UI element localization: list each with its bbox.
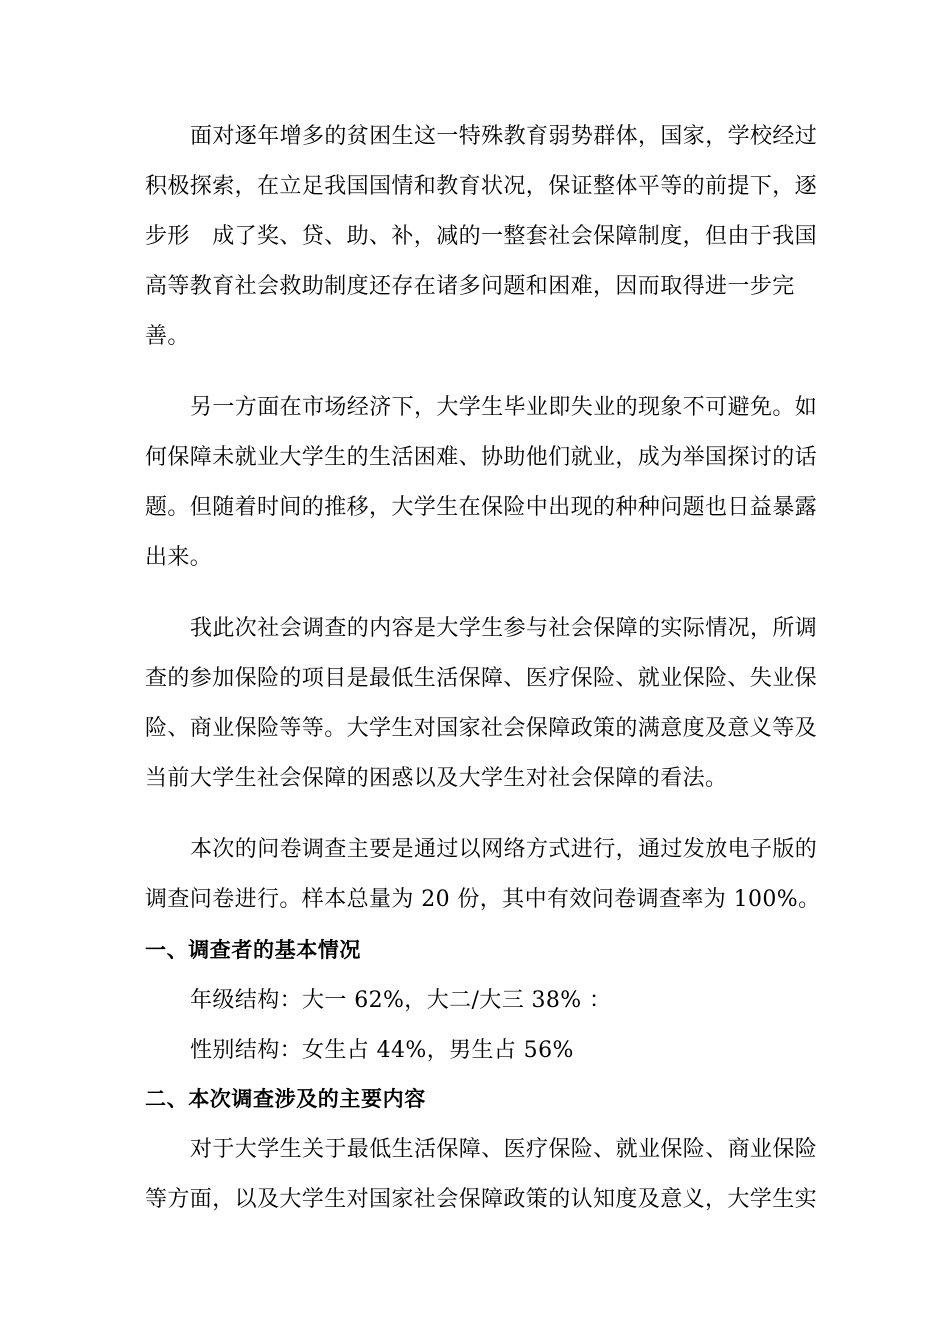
- paragraph-line: 险、商业保险等等。大学生对国家社会保障政策的满意度及意义等及: [145, 716, 818, 741]
- paragraph-line: 查的参加保险的项目是最低生活保障、医疗保险、就业保险、失业保: [145, 666, 818, 691]
- paragraph-line: 我此次社会调查的内容是大学生参与社会保障的实际情况，所调: [190, 616, 818, 641]
- paragraph-line: 积极探索，在立足我国国情和教育状况，保证整体平等的前提下，逐: [145, 174, 818, 199]
- paragraph-line: 题。但随着时间的推移，大学生在保险中出现的种种问题也日益暴露: [145, 495, 818, 520]
- paragraph-line: 本次的问卷调查主要是通过以网络方式进行，通过发放电子版的: [190, 837, 818, 862]
- paragraph-line: 调查问卷进行。样本总量为 20 份，其中有效问卷调查率为 100%。: [145, 887, 821, 912]
- grade-structure: 年级结构：大一 62%，大二/大三 38% ：: [190, 988, 612, 1013]
- paragraph-line: 善。: [145, 324, 190, 349]
- paragraph-line: 对于大学生关于最低生活保障、医疗保险、就业保险、商业保险: [190, 1137, 818, 1162]
- paragraph-line: 面对逐年增多的贫困生这一特殊教育弱势群体，国家，学校经过: [190, 124, 818, 149]
- paragraph-line: 等方面，以及大学生对国家社会保障政策的认知度及意义，大学生实: [145, 1187, 818, 1212]
- section-heading-2: 二、本次调查涉及的主要内容: [145, 1087, 426, 1111]
- paragraph-line: 步形 成了奖、贷、助、补，减的一整套社会保障制度，但由于我国: [145, 224, 818, 249]
- paragraph-line: 另一方面在市场经济下，大学生毕业即失业的现象不可避免。如: [190, 395, 818, 420]
- section-heading-1: 一、调查者的基本情况: [145, 938, 361, 962]
- paragraph-line: 出来。: [145, 545, 213, 570]
- paragraph-line: 当前大学生社会保障的困惑以及大学生对社会保障的看法。: [145, 766, 728, 791]
- gender-structure: 性别结构：女生占 44%，男生占 56%: [190, 1038, 574, 1063]
- paragraph-line: 高等教育社会救助制度还存在诸多问题和困难，因而取得进一步完: [145, 274, 795, 299]
- paragraph-line: 何保障未就业大学生的生活困难、协助他们就业，成为举国探讨的话: [145, 445, 818, 470]
